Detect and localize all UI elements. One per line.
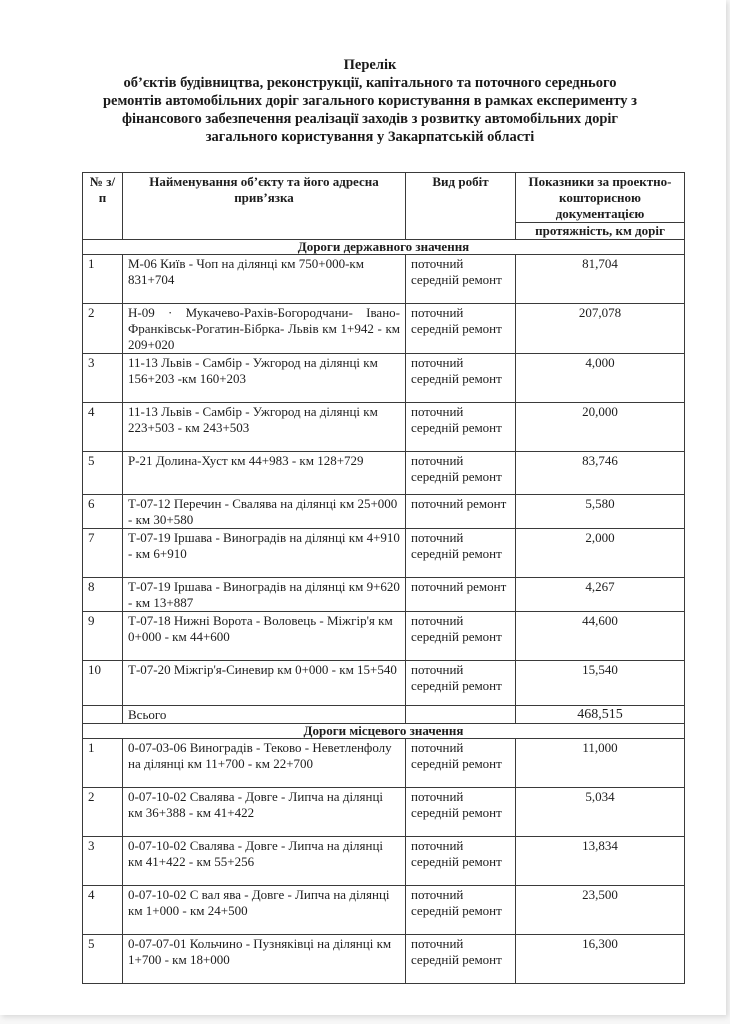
row-name: 0-07-10-02 С вал ява - Довге - Липча на ділянці км 1+000 - км 24+500 — [123, 886, 406, 935]
row-num: 3 — [83, 354, 123, 403]
row-name: 0-07-07-01 Кольчино - Пузняківці на ділянці км 1+700 - км 18+000 — [123, 935, 406, 984]
table-row — [83, 495, 685, 529]
row-length: 2,000 — [516, 529, 685, 578]
row-work: поточний ремонт — [406, 578, 516, 612]
table-row — [83, 739, 685, 788]
row-num: 4 — [83, 403, 123, 452]
row-name: 0-07-10-02 Свалява - Довге - Липча на ділянці км 41+422 - км 55+256 — [123, 837, 406, 886]
section-row-state — [83, 240, 685, 255]
total-label: Всього — [123, 706, 406, 724]
header-name: Найменування об’єкту та його адресна прив’язка — [123, 173, 406, 240]
row-name: Т-07-19 Іршава - Виноградів на ділянці км 9+620 - км 13+887 — [123, 578, 406, 612]
row-name: 11-13 Львів - Самбір - Ужгород на ділянці км 223+503 - км 243+503 — [123, 403, 406, 452]
table-row — [83, 529, 685, 578]
row-num: 4 — [83, 886, 123, 935]
row-name: Т-07-12 Перечин - Свалява на ділянці км 25+000 - км 30+580 — [123, 495, 406, 529]
total-work — [406, 706, 516, 724]
row-name: Т-07-18 Нижні Ворота - Воловець - Міжгір'я км 0+000 - км 44+600 — [123, 612, 406, 661]
table-row — [83, 452, 685, 495]
row-name: Т-07-20 Міжгір'я-Синевир км 0+000 - км 15+540 — [123, 661, 406, 706]
row-work: поточний середній ремонт — [406, 403, 516, 452]
table-row — [83, 304, 685, 354]
total-value: 468,515 — [516, 706, 685, 724]
row-work: поточний середній ремонт — [406, 788, 516, 837]
row-length: 13,834 — [516, 837, 685, 886]
row-num: 1 — [83, 739, 123, 788]
row-length: 207,078 — [516, 304, 685, 354]
row-length: 44,600 — [516, 612, 685, 661]
row-length: 15,540 — [516, 661, 685, 706]
total-num — [83, 706, 123, 724]
row-num: 9 — [83, 612, 123, 661]
row-length: 23,500 — [516, 886, 685, 935]
row-work: поточний середній ремонт — [406, 529, 516, 578]
title-line: Перелік — [343, 57, 397, 73]
row-name: М-06 Київ - Чоп на ділянці км 750+000-км 831+704 — [123, 255, 406, 304]
row-name: Т-07-19 Іршава - Виноградів на ділянці км 4+910 - км 6+910 — [123, 529, 406, 578]
row-num: 7 — [83, 529, 123, 578]
section-title: Дороги місцевого значення — [83, 724, 685, 739]
row-name: Н-09 · Мукачево-Рахів-Богородчани- Івано-Франківськ-Рогатин-Бібрка- Львів км 1+942 - км 209+020 — [123, 304, 406, 354]
row-length: 11,000 — [516, 739, 685, 788]
row-num: 3 — [83, 837, 123, 886]
row-length: 5,580 — [516, 495, 685, 529]
table-row — [83, 886, 685, 935]
header-work: Вид робіт — [406, 173, 516, 240]
table-row — [83, 403, 685, 452]
title-line: фінансового забезпечення реалізації заходів з розвитку автомобільних доріг — [121, 111, 619, 127]
table-row — [83, 837, 685, 886]
row-work: поточний середній ремонт — [406, 739, 516, 788]
row-num: 10 — [83, 661, 123, 706]
row-num: 2 — [83, 788, 123, 837]
table-row — [83, 661, 685, 706]
row-name: 11-13 Львів - Самбір - Ужгород на ділянці км 156+203 -км 160+203 — [123, 354, 406, 403]
roads-table — [82, 172, 685, 984]
row-name: Р-21 Долина-Хуст км 44+983 - км 128+729 — [123, 452, 406, 495]
row-work: поточний середній ремонт — [406, 612, 516, 661]
title-line: об’єктів будівництва, реконструкції, капітального та поточного середнього — [123, 75, 617, 91]
row-work: поточний середній ремонт — [406, 354, 516, 403]
table-row — [83, 354, 685, 403]
row-length: 4,267 — [516, 578, 685, 612]
row-name: 0-07-03-06 Виноградів - Теково - Неветленфолу на ділянці км 11+700 - км 22+700 — [123, 739, 406, 788]
row-length: 83,746 — [516, 452, 685, 495]
row-work: поточний середній ремонт — [406, 935, 516, 984]
row-num: 1 — [83, 255, 123, 304]
row-num: 5 — [83, 452, 123, 495]
row-num: 8 — [83, 578, 123, 612]
row-work: поточний ремонт — [406, 495, 516, 529]
header-row — [83, 173, 685, 223]
row-num: 2 — [83, 304, 123, 354]
title-line: ремонтів автомобільних доріг загального користування в рамках експерименту з — [102, 93, 638, 109]
document-title — [60, 56, 680, 146]
row-work: поточний середній ремонт — [406, 886, 516, 935]
row-length: 81,704 — [516, 255, 685, 304]
row-length: 20,000 — [516, 403, 685, 452]
row-length: 16,300 — [516, 935, 685, 984]
row-work: поточний середній ремонт — [406, 837, 516, 886]
table-row — [83, 935, 685, 984]
row-work: поточний середній ремонт — [406, 304, 516, 354]
section-title: Дороги державного значення — [83, 240, 685, 255]
header-length: протяжність, км доріг — [516, 223, 685, 240]
section-row-local — [83, 724, 685, 739]
row-work: поточний середній ремонт — [406, 452, 516, 495]
row-length: 5,034 — [516, 788, 685, 837]
header-indicators: Показники за проектно-кошторисною документацією — [516, 173, 685, 223]
row-work: поточний середній ремонт — [406, 661, 516, 706]
title-line: загального користування у Закарпатській області — [205, 129, 535, 145]
row-work: поточний середній ремонт — [406, 255, 516, 304]
row-num: 6 — [83, 495, 123, 529]
table-row — [83, 612, 685, 661]
row-name: 0-07-10-02 Свалява - Довге - Липча на ділянці км 36+388 - км 41+422 — [123, 788, 406, 837]
table-row — [83, 578, 685, 612]
table-row — [83, 788, 685, 837]
row-length: 4,000 — [516, 354, 685, 403]
header-num: № з/п — [83, 173, 123, 240]
total-row — [83, 706, 685, 724]
row-num: 5 — [83, 935, 123, 984]
table-row — [83, 255, 685, 304]
